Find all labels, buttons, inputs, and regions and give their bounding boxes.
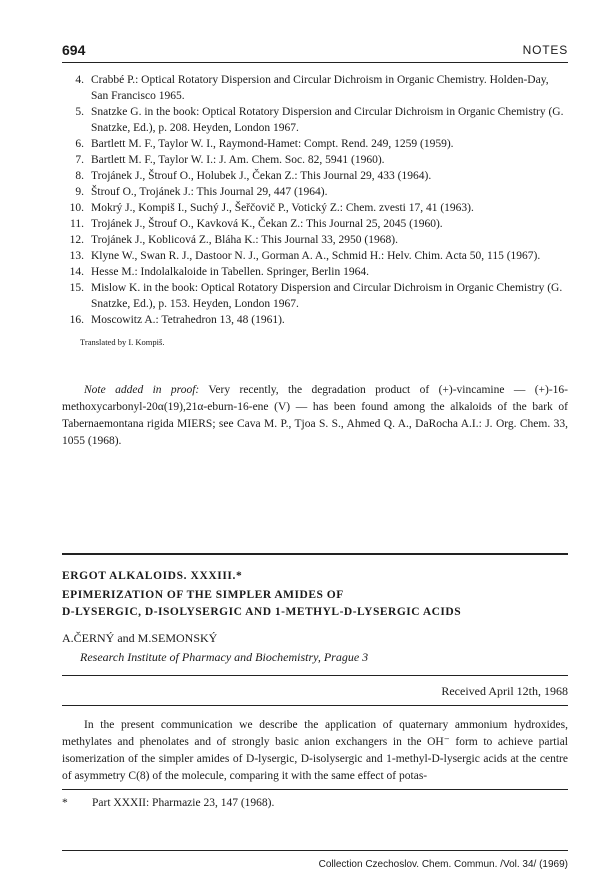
- page-header: [62, 40, 568, 62]
- journal-citation: Collection Czechoslov. Chem. Commun. /Vol. 34/ (1969): [318, 859, 568, 870]
- article-title: EPIMERIZATION OF THE SIMPLER AMIDES OF D-LYSERGIC, D-ISOLYSERGIC AND 1-METHYL-D-LYSERGIC ACIDS: [62, 589, 462, 618]
- reference-item: 16. Moscowitz A.: Tetrahedron 13, 48 (1961).: [69, 314, 285, 326]
- reference-item: 6. Bartlett M. F., Taylor W. I., Raymond-Hamet: Compt. Rend. 249, 1259 (1959).: [75, 138, 454, 150]
- reference-item: 13. Klyne W., Swan R. J., Dastoor N. J., Gorman A. A., Schmid H.: Helv. Chim. Acta 50, 115 (1967).: [69, 250, 541, 262]
- note-text: Very recently, the degradation product of (+)-vincamine — (+)-16-methoxycarbonyl-20α(19),21α-eburn-16-ene (V) — has been found among the alkaloids of the bark of Tabernaemontana rigida MIERS; see Cava M. P., Tjoa S. S., Ahmed Q. A., DaRocha A.I.: J. Org. Chem. 33, 1055 (1968).: [62, 384, 569, 447]
- received-rule-top: [62, 675, 568, 676]
- received-date: Received April 12th, 1968: [441, 684, 568, 698]
- header-rule: [62, 62, 568, 63]
- article-authors: A.ČERNÝ and M.SEMONSKÝ: [62, 631, 218, 645]
- reference-item: 14. Hesse M.: Indolalkaloide in Tabellen. Springer, Berlin 1964.: [69, 266, 369, 278]
- translator-credit: Translated by I. Kompiš.: [80, 337, 165, 347]
- reference-list: [62, 72, 568, 328]
- article-body: In the present communication we describe the application of quaternary ammonium hydroxides, methylates and phenolates and of strongly basic anion exchangers in the OH⁻ form to achieve partial isomerization of the simpler amides of D-lysergic, D-isolysergic and 1-methyl-D-lysergic acids at the centre of asymmetry C(8) of the molecule, comparing it with the same effect of potas-: [62, 719, 568, 782]
- reference-item: 7. Bartlett M. F., Taylor W. I.: J. Am. Chem. Soc. 82, 5941 (1960).: [75, 154, 385, 166]
- article-institute: Research Institute of Pharmacy and Biochemistry, Prague 3: [80, 650, 369, 664]
- received-rule-bottom: [62, 705, 568, 706]
- reference-item: 15. Mislow K. in the book: Optical Rotatory Dispersion and Circular Dichroism in Organic Chemistry (G. Snatzke, Ed.), p. 153. Heyden, London 1967.: [69, 282, 563, 310]
- reference-item: 12. Trojánek J., Koblicová Z., Bláha K.: This Journal 33, 2950 (1968).: [69, 234, 398, 246]
- reference-item: 8. Trojánek J., Štrouf O., Holubek J., Čekan Z.: This Journal 29, 433 (1964).: [75, 170, 432, 182]
- reference-item: 10. Mokrý J., Kompiš I., Suchý J., Šeřčovič P., Votický Z.: Chem. zvesti 17, 41 (1963).: [69, 202, 474, 214]
- footnote-text: Part XXXII: Pharmazie 23, 147 (1968).: [92, 797, 275, 809]
- page-number: 694: [62, 42, 86, 58]
- reference-item: 4. Crabbé P.: Optical Rotatory Dispersion and Circular Dichroism in Organic Chemistry. Holden-Day, San Francisco 1965.: [75, 74, 549, 102]
- note-label: Note added in proof:: [84, 384, 200, 396]
- running-title: NOTES: [522, 43, 568, 57]
- footnote-rule: [62, 789, 568, 790]
- footnote: [62, 797, 274, 809]
- series-title: ERGOT ALKALOIDS. XXXIII.*: [62, 570, 243, 582]
- reference-item: 5. Snatzke G. in the book: Optical Rotatory Dispersion and Circular Dichroism in Organic Chemistry (G. Snatzke, Ed.), p. 208. Heyden, London 1967.: [75, 106, 564, 134]
- footnote-marker: *: [62, 797, 68, 809]
- reference-item: 9. Štrouf O., Trojánek J.: This Journal 29, 447 (1964).: [75, 186, 328, 198]
- reference-item: 11. Trojánek J., Štrouf O., Kavková K., Čekan Z.: This Journal 25, 2045 (1960).: [70, 218, 443, 230]
- article-separator-rule: [62, 553, 568, 555]
- note-added-in-proof: [62, 382, 568, 450]
- footer-rule: [62, 850, 568, 851]
